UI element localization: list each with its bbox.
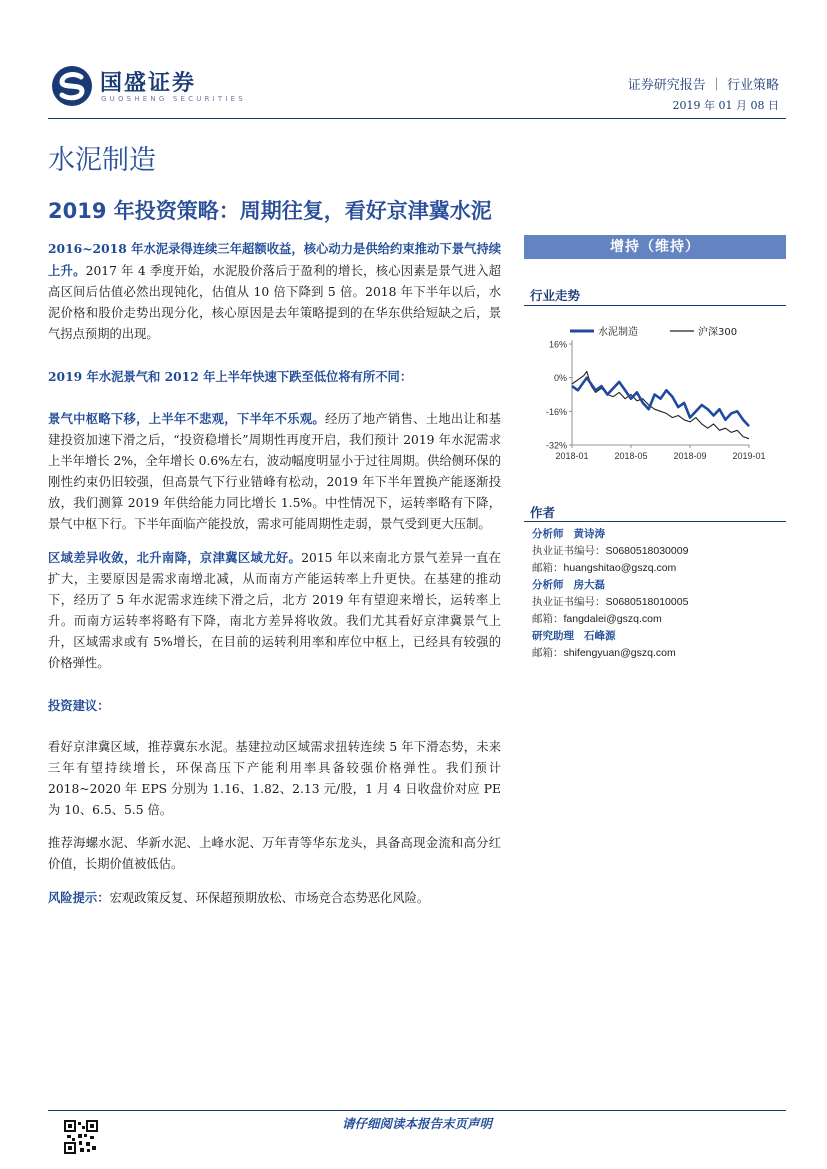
rating-badge: 增持（维持） [524, 235, 786, 259]
main-body [48, 238, 501, 909]
y-tick-label: 16% [548, 339, 567, 350]
author-email[interactable]: shifengyuan@gszq.com [563, 647, 676, 659]
email-label: 邮箱： [532, 647, 564, 659]
cert-label: 执业证书编号： [532, 545, 606, 557]
chart-axes [546, 340, 766, 462]
author-email[interactable]: fangdalei@gszq.com [563, 613, 662, 625]
author-role: 分析师 [532, 579, 564, 591]
series-line-hs300 [572, 371, 749, 438]
industry-name: 水泥制造 [48, 145, 156, 176]
author-name: 石峰源 [584, 630, 616, 642]
x-tick-label: 2018-01 [555, 451, 589, 461]
author-3 [532, 628, 782, 662]
author-2 [532, 577, 782, 628]
guosheng-logo-icon [50, 64, 94, 108]
authors-list [532, 520, 782, 662]
paragraph-4: 看好京津冀区域，推荐冀东水泥。基建拉动区域需求扭转连续 5 年下滑态势，未来三年有望持续增长，环保高压下产能利用率具备较强价格弹性。我们预计 2018~2020 年 EPS 分别为 1.16、1.82、2.13 元/股，1 月 4 日收盘价对应 PE 为 10、6.5、5.5 倍。 [48, 740, 501, 817]
chart-legend [570, 325, 737, 338]
cert-number: S0680518010005 [605, 596, 689, 608]
footer-divider [48, 1110, 786, 1111]
risk-warning [48, 887, 501, 909]
trend-divider [524, 305, 786, 306]
paragraph-1-lead: 2016~2018 年水泥录得连续三年超额收益，核心动力是供给约束推动下景气持续上升。 [48, 241, 501, 278]
brand-name: 国盛证券 [100, 71, 197, 96]
report-title: 2019 年投资策略：周期往复，看好京津冀水泥 [48, 199, 492, 223]
author-email[interactable]: huangshitao@gszq.com [563, 562, 677, 574]
cert-label: 执业证书编号： [532, 596, 606, 608]
x-tick-label: 2019-01 [732, 451, 766, 461]
section-heading-2019: 2019 年水泥景气和 2012 年上半年快速下跌至低位将有所不同： [48, 369, 413, 384]
author-name: 房大磊 [573, 579, 605, 591]
paragraph-1-text: 2017 年 4 季度开始，水泥股价落后于盈利的增长，核心因素是景气进入超高区间后估值必然出现钝化，估值从 10 倍下降到 5 倍。2018 年下半年以后，水泥价格和股价走势出现分化，核心原因是去年策略提到的在华东供给短缺之后，景气拐点预期的出现。 [48, 264, 501, 341]
paragraph-2 [48, 408, 501, 535]
author-role: 分析师 [532, 528, 564, 540]
report-date: 2019 年 01 月 08 日 [672, 99, 779, 112]
legend-label: 水泥制造 [598, 327, 638, 338]
chart-series [572, 371, 749, 438]
paragraph-3-lead: 区域差异收敛，北升南降，京津冀区域尤好。 [48, 550, 302, 565]
paragraph-2-text: 经历了地产销售、土地出让和基建投资加速下滑之后，“投资稳增长”周期性再度开启，我们预计 2019 年水泥需求上半年增长 2%，全年增长 0.6%左右，波动幅度明显小于过往周期。供给侧环保的刚性约束仍旧较强，但高景气下行业错峰有松动，2019 年下半年置换产能逐渐投放，我们测算 2019 年供给能力同比增长 1.5%。中性情况下，运转率略有下降，景气中枢下行。下半年面临产能投放，需求可能周期性走弱，景气受到更大压制。 [48, 412, 501, 531]
authors-title: 作者 [530, 505, 556, 520]
email-label: 邮箱： [532, 613, 564, 625]
cert-number: S0680518030009 [605, 545, 689, 557]
legend-label: 沪深300 [698, 327, 738, 338]
author-1 [532, 526, 782, 577]
risk-text: 宏观政策反复、环保超预期放松、市场竞合态势恶化风险。 [109, 891, 430, 905]
x-tick-label: 2018-09 [673, 451, 707, 461]
paragraph-3-text: 2015 年以来南北方景气差异一直在扩大，主要原因是需求南增北减，从而南方产能运转率上升更快。在基建的推动下，经历了 5 年水泥需求连续下滑之后，北方 2019 年有望迎来增长，运转率上升。而南方运转率将略有下降，南北方差异将收敛。我们尤其看好京津冀景气上升，区域需求或有 5%增长，在目前的运转利用率和库位中枢上，已经具有较强的价格弹性。 [48, 551, 501, 670]
trend-title: 行业走势 [530, 288, 581, 303]
report-type: 证券研究报告 ｜ 行业策略 [627, 78, 779, 93]
y-tick-label: 0% [553, 373, 567, 384]
header-divider [48, 118, 786, 119]
paragraph-5: 推荐海螺水泥、华新水泥、上峰水泥、万年青等华东龙头，具备高现金流和高分红价值，长期价值被低估。 [48, 836, 501, 871]
y-tick-label: -32% [545, 440, 567, 451]
email-label: 邮箱： [532, 562, 564, 574]
paragraph-1 [48, 238, 501, 345]
brand-subtitle: GUOSHENG SECURITIES [101, 95, 246, 103]
series-line-cement [572, 378, 749, 426]
y-tick-label: -16% [545, 406, 567, 417]
x-tick-label: 2018-05 [614, 451, 648, 461]
industry-trend-chart [524, 318, 786, 468]
paragraph-3 [48, 547, 501, 674]
investment-advice-heading: 投资建议： [48, 698, 110, 713]
footer-disclaimer: 请仔细阅读本报告末页声明 [341, 1116, 492, 1131]
paragraph-2-lead: 景气中枢略下移，上半年不悲观，下半年不乐观。 [48, 411, 325, 426]
author-name: 黄诗涛 [573, 528, 605, 540]
risk-label: 风险提示： [48, 890, 110, 905]
author-role: 研究助理 [532, 630, 574, 642]
